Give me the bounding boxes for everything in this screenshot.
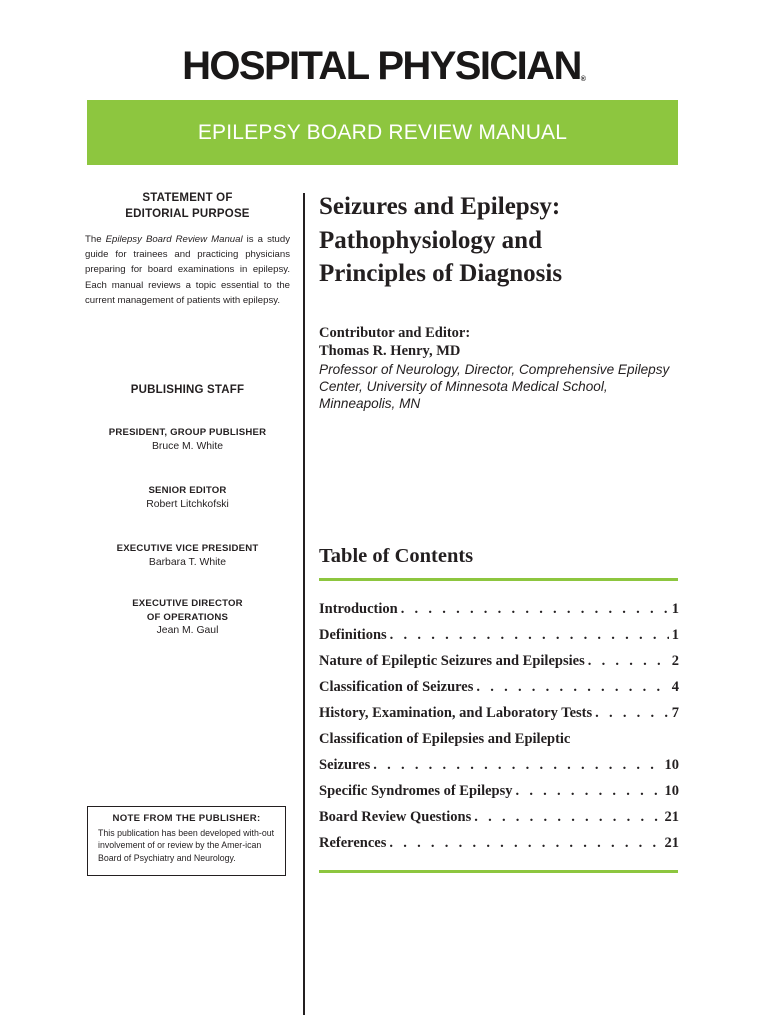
toc-leader [373,752,661,778]
staff-name: Barbara T. White [148,556,227,568]
contributor-name: Thomas R. Henry, MD [319,343,461,359]
toc-entry-label: Definitions [319,627,387,643]
toc-entry [319,648,679,674]
toc-entry-page: 1 [671,601,679,617]
toc-leader [515,778,661,804]
toc-entry-label: Nature of Epileptic Seizures and Epilepsies [319,653,585,669]
masthead-title: HOSPITAL PHYSICIAN [182,44,581,88]
contributor-block [319,324,679,412]
toc-bottom-rule [319,870,678,873]
toc-entry [319,622,679,648]
staff-entry [85,426,290,454]
staff-role: PRESIDENT, GROUP PUBLISHER [108,427,267,438]
staff-role: EXECUTIVE VICE PRESIDENT [116,543,259,554]
toc-entry [319,596,679,622]
editorial-purpose [85,190,290,308]
toc-leader [389,830,661,856]
toc-entry [319,674,679,700]
toc-entry-page: 1 [671,627,679,643]
toc-entry-label: Seizures [319,757,371,773]
staff-entry [85,542,290,570]
contributor-affiliation: Professor of Neurology, Director, Comprehensive Epilepsy Center, University of Minnesota Medical School, Minneapolis, MN [319,362,670,411]
staff-entry [85,484,290,512]
toc-leader [588,648,669,674]
toc-entry-page: 10 [664,757,679,773]
article-header [319,190,679,291]
toc-top-rule [319,578,678,581]
toc-entry-page: 7 [671,705,679,721]
toc-heading: Table of Contents [319,545,474,567]
toc-entry [319,700,679,726]
publishing-staff-heading: PUBLISHING STAFF [130,384,245,396]
column-divider [303,193,305,1015]
toc-entry-page: 4 [671,679,679,695]
purpose-text [85,232,290,308]
purpose-prefix: The [85,234,106,245]
staff-entry [85,597,290,638]
toc-entry-page: 10 [664,783,679,799]
publisher-note [87,806,286,876]
toc-entry-label: Classification of Epilepsies and Epileptic [319,731,571,747]
purpose-suffix: is a study guide for trainees and practicing physicians preparing for board examinations in epilepsy. Each manual reviews a topic essential to the current management of patients with epilepsy. [85,234,291,306]
staff-name: Robert Litchkofski [146,498,229,510]
toc-leader [595,700,669,726]
toc-entry [319,726,679,752]
staff-role: EXECUTIVE DIRECTOR OF OPERATIONS [132,598,243,623]
registered-mark: ® [580,76,586,83]
toc-leader [401,596,669,622]
staff-role: SENIOR EDITOR [148,485,227,496]
toc-leader [474,804,661,830]
toc-entry-page: 21 [664,835,679,851]
masthead [0,42,768,90]
toc-entry [319,778,679,804]
staff-name: Bruce M. White [151,440,224,452]
toc-entry-label: Board Review Questions [319,809,472,825]
toc-entry-page: 21 [664,809,679,825]
note-title: NOTE FROM THE PUBLISHER: [112,813,261,824]
toc-entry [319,752,679,778]
toc-leader [390,622,669,648]
purpose-manual-name: Epilepsy Board Review Manual [105,234,243,245]
article-title: Seizures and Epilepsy: Pathophysiology and Principles of Diagnosis [319,193,563,287]
manual-banner [87,100,678,165]
toc-entry-label: References [319,835,387,851]
toc-entry-label: Introduction [319,601,398,617]
note-body: This publication has been developed with-out involvement of or review by the Amer-ican Board of Psychiatry and Neurology. [98,828,275,863]
toc-leader [476,674,668,700]
toc-entry [319,830,679,856]
toc-entry-label: History, Examination, and Laboratory Tests [319,705,593,721]
toc-entry-page: 2 [671,653,679,669]
toc-entry-label: Specific Syndromes of Epilepsy [319,783,513,799]
contributor-label: Contributor and Editor: [319,325,471,341]
table-of-contents [319,596,679,856]
purpose-heading: STATEMENT OF EDITORIAL PURPOSE [125,192,250,220]
toc-entry-label: Classification of Seizures [319,679,474,695]
staff-name: Jean M. Gaul [156,625,219,637]
toc-entry [319,804,679,830]
banner-text: EPILEPSY BOARD REVIEW MANUAL [197,120,568,144]
